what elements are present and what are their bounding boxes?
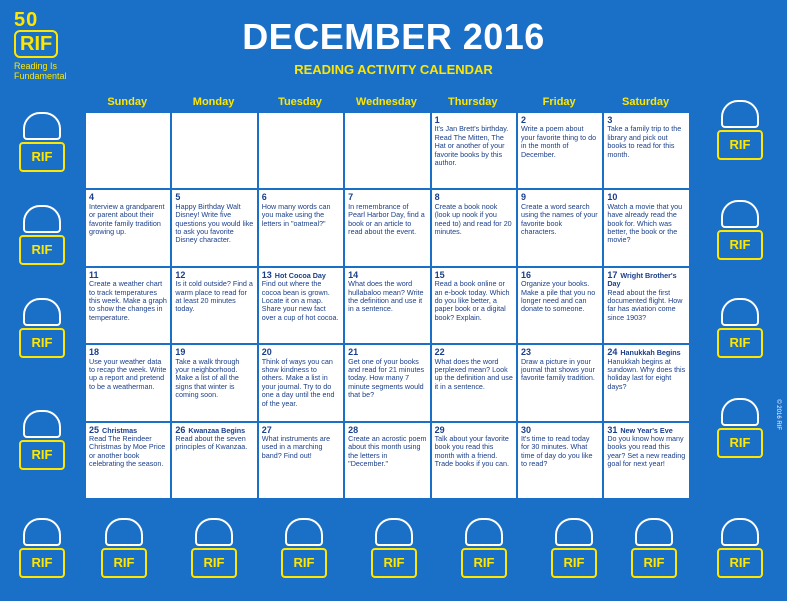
day-number: 14: [348, 269, 359, 280]
day-number: 21: [348, 347, 359, 358]
day-number: 5: [175, 192, 181, 203]
character-rif-mark: RIF: [19, 235, 65, 265]
character-rif-mark: RIF: [461, 548, 507, 578]
day-activity: Draw a picture in your journal that shows your favorite family tradition.: [520, 356, 595, 383]
snorkel-character-icon: [716, 100, 764, 164]
character-rif-mark: RIF: [101, 548, 147, 578]
day-activity: In remembrance of Pearl Harbor Day, find a book or an article to read about the event.: [348, 201, 425, 237]
cowboy-character-icon: [716, 200, 764, 264]
shark-fin-character-icon: [550, 518, 598, 582]
day-number: 11: [89, 269, 99, 280]
day-cell-21: [344, 344, 430, 421]
day-activity: Interview a grandparent or parent about their favorite family tradition growing up.: [89, 201, 165, 237]
day-cell-1: [431, 112, 517, 189]
calendar-grid: [84, 111, 689, 500]
day-cell-31: [603, 422, 689, 499]
curly-hair-character-icon: [716, 398, 764, 462]
character-rif-mark: RIF: [371, 548, 417, 578]
day-activity: What does the word hullabaloo mean? Write the definition and use it in a sentence.: [348, 279, 424, 314]
beanie-character-icon: [18, 410, 66, 474]
day-cell-19: [171, 344, 257, 421]
day-number: 28: [348, 424, 359, 435]
sun-character-icon: [18, 112, 66, 176]
day-number: 16: [520, 269, 531, 280]
day-cell-22: [431, 344, 517, 421]
logo-tagline-line-1: Reading Is: [14, 61, 58, 71]
day-activity: Is it cold outside? Find a warm place to read for at least 20 minutes today.: [175, 279, 253, 314]
logo-fifty: 50: [14, 9, 39, 31]
weekday-tuesday: Tuesday: [278, 96, 322, 108]
day-cell-15: [431, 267, 517, 344]
day-cell-10: [603, 189, 689, 266]
day-activity: What does the word perplexed mean? Look up the definition and use it in a sentence.: [434, 356, 513, 391]
cat-character-icon: [190, 518, 238, 582]
day-number: 19: [175, 347, 186, 358]
day-number: 27: [261, 424, 272, 435]
day-number: 22: [434, 347, 445, 358]
day-activity: It's Jan Brett's birthday. Read The Mitten, The Hat or another of your favorite books by this author.: [434, 124, 509, 168]
day-cell-5: [171, 189, 257, 266]
day-activity: Read a book online or an e-book today. Which do you like better, a paper book or a digital book? Explain.: [434, 279, 510, 322]
day-activity: Read The Reindeer Christmas by Moe Price or another book celebrating the season.: [89, 433, 166, 469]
cloud-character-icon: [280, 518, 328, 582]
day-activity: What instruments are used in a marching band? Find out!: [261, 433, 331, 460]
star-character-icon: [630, 518, 678, 582]
day-number: 6: [261, 192, 267, 203]
day-number: 31: [607, 424, 618, 435]
day-activity: Organize your books. Make a pile that you no longer need and can donate to someone.: [520, 279, 596, 314]
weekday-headers: [84, 94, 689, 111]
flower-character-icon: [716, 518, 764, 582]
character-rif-mark: RIF: [717, 328, 763, 358]
day-cell-23: [517, 344, 603, 421]
day-cell-6: [258, 189, 344, 266]
weekday-monday: Monday: [192, 96, 235, 108]
day-cell-3: [603, 112, 689, 189]
day-activity: Create a word search using the names of your favorite book characters.: [520, 201, 598, 237]
day-cell-7: [344, 189, 430, 266]
day-number: 1: [434, 115, 440, 125]
day-activity: Write a poem about your favorite thing to do in the month of December.: [520, 124, 597, 159]
day-event: Kwanzaa Begins: [188, 425, 246, 435]
day-number: 24: [607, 347, 618, 358]
empty-day-cell: [344, 112, 430, 189]
day-activity: Hanukkah begins at sundown. Why does this holiday last for eight days?: [607, 356, 686, 391]
day-activity: How many words can you make using the letters in "oatmeal?": [261, 201, 331, 228]
day-cell-24: [603, 344, 689, 421]
day-activity: Do you know how many books you read this year? Set a new reading goal for next year!: [607, 433, 686, 469]
day-cell-8: [431, 189, 517, 266]
day-number: 26: [175, 424, 186, 435]
weekday-sunday: Sunday: [107, 96, 148, 108]
day-number: 4: [89, 192, 95, 203]
day-number: 2: [520, 115, 526, 125]
day-activity: Create an acrostic poem about this month using the letters in "December.": [348, 433, 427, 469]
empty-day-cell: [258, 112, 344, 189]
day-cell-14: [344, 267, 430, 344]
day-activity: Create a book nook (look up nook if you need to) and read for 20 minutes.: [434, 201, 512, 237]
day-cell-16: [517, 267, 603, 344]
day-number: 8: [434, 192, 440, 203]
day-activity: Find out where the cocoa bean is grown. Locate it on a map. Share your new fact over a cup of hot cocoa.: [261, 279, 339, 322]
weekday-thursday: Thursday: [448, 96, 498, 108]
logo-mark: RIF: [14, 30, 58, 58]
day-number: 12: [175, 269, 186, 280]
character-rif-mark: RIF: [551, 548, 597, 578]
day-cell-29: [431, 422, 517, 499]
day-number: 18: [89, 347, 100, 358]
character-rif-mark: RIF: [717, 548, 763, 578]
day-cell-12: [171, 267, 257, 344]
day-cell-25: [85, 422, 171, 499]
day-activity: It's time to read today for 30 minutes. What time of day do you like to read?: [520, 433, 593, 469]
day-number: 13: [261, 269, 272, 280]
day-cell-30: [517, 422, 603, 499]
day-cell-13: [258, 267, 344, 344]
day-activity: Take a family trip to the library and pick out books to read for this month.: [607, 124, 682, 159]
day-number: 23: [520, 347, 531, 358]
day-cell-26: [171, 422, 257, 499]
day-activity: Take a walk through your neighborhood. Make a list of all the signs that winter is coming soon.: [175, 356, 240, 400]
day-event: Hanukkah Begins: [620, 348, 681, 358]
character-rif-mark: RIF: [19, 548, 65, 578]
character-rif-mark: RIF: [717, 230, 763, 260]
day-event: Wright Brother's Day: [607, 270, 677, 289]
day-number: 7: [348, 192, 354, 203]
page-title: DECEMBER 2016: [242, 16, 545, 57]
day-activity: Read about the first documented flight. How far has aviation come since 1903?: [607, 287, 683, 322]
weekday-saturday: Saturday: [622, 96, 670, 108]
empty-day-cell: [85, 112, 171, 189]
day-event: Hot Cocoa Day: [274, 270, 326, 280]
lion-character-icon: [716, 298, 764, 362]
day-cell-20: [258, 344, 344, 421]
day-activity: Get one of your books and read for 21 minutes today. How many 7 minute segments would that be?: [348, 356, 425, 400]
character-rif-mark: RIF: [19, 440, 65, 470]
day-number: 25: [89, 424, 100, 435]
day-cell-28: [344, 422, 430, 499]
day-number: 3: [607, 115, 613, 125]
day-number: 9: [520, 192, 526, 203]
day-number: 20: [261, 347, 272, 358]
day-cell-9: [517, 189, 603, 266]
day-cell-2: [517, 112, 603, 189]
calendar: [84, 94, 689, 500]
day-activity: Watch a movie that you have already read the book for. Which was better, the book or the movie?: [607, 201, 683, 245]
character-rif-mark: RIF: [191, 548, 237, 578]
weekday-friday: Friday: [542, 96, 576, 108]
bird-character-icon: [370, 518, 418, 582]
day-activity: Talk about your favorite book you read this month with a friend. Trade books if you can.: [434, 433, 510, 469]
day-cell-11: [85, 267, 171, 344]
logo-tagline-line-2: Fundamental: [14, 71, 67, 81]
day-number: 17: [607, 269, 618, 280]
character-rif-mark: RIF: [19, 142, 65, 172]
weekday-wednesday: Wednesday: [355, 96, 417, 108]
day-event: New Year's Eve: [620, 425, 673, 435]
baby-character-icon: [18, 298, 66, 362]
robot-character-icon: [100, 518, 148, 582]
day-number: 15: [434, 269, 445, 280]
copyright: © 2016 RIF: [775, 399, 781, 430]
helmet-character-icon: [18, 518, 66, 582]
page-subtitle: READING ACTIVITY CALENDAR: [294, 62, 493, 77]
day-event: Christmas: [102, 425, 138, 435]
day-cell-4: [85, 189, 171, 266]
day-activity: Create a weather chart to track temperatures this week. Make a graph to show the changes in temperature.: [89, 279, 167, 322]
day-cell-17: [603, 267, 689, 344]
day-number: 10: [607, 192, 618, 203]
day-activity: Happy Birthday Walt Disney! Write five questions you would like to ask you favorite Disney character.: [175, 201, 254, 245]
day-activity: Use your weather data to recap the week. Write up a report and pretend to be a weatherman.: [89, 356, 167, 391]
goggles-character-icon: [18, 205, 66, 269]
character-rif-mark: RIF: [631, 548, 677, 578]
alien-character-icon: [460, 518, 508, 582]
empty-day-cell: [171, 112, 257, 189]
character-rif-mark: RIF: [19, 328, 65, 358]
character-rif-mark: RIF: [717, 130, 763, 160]
character-rif-mark: RIF: [281, 548, 327, 578]
day-number: 30: [520, 424, 531, 435]
day-cell-18: [85, 344, 171, 421]
day-number: 29: [434, 424, 445, 435]
day-activity: Read about the seven principles of Kwanzaa.: [175, 433, 248, 452]
day-activity: Think of ways you can show kindness to others. Make a list in your journal. Try to do one a day until the end of the year.: [261, 356, 335, 408]
day-cell-27: [258, 422, 344, 499]
character-rif-mark: RIF: [717, 428, 763, 458]
